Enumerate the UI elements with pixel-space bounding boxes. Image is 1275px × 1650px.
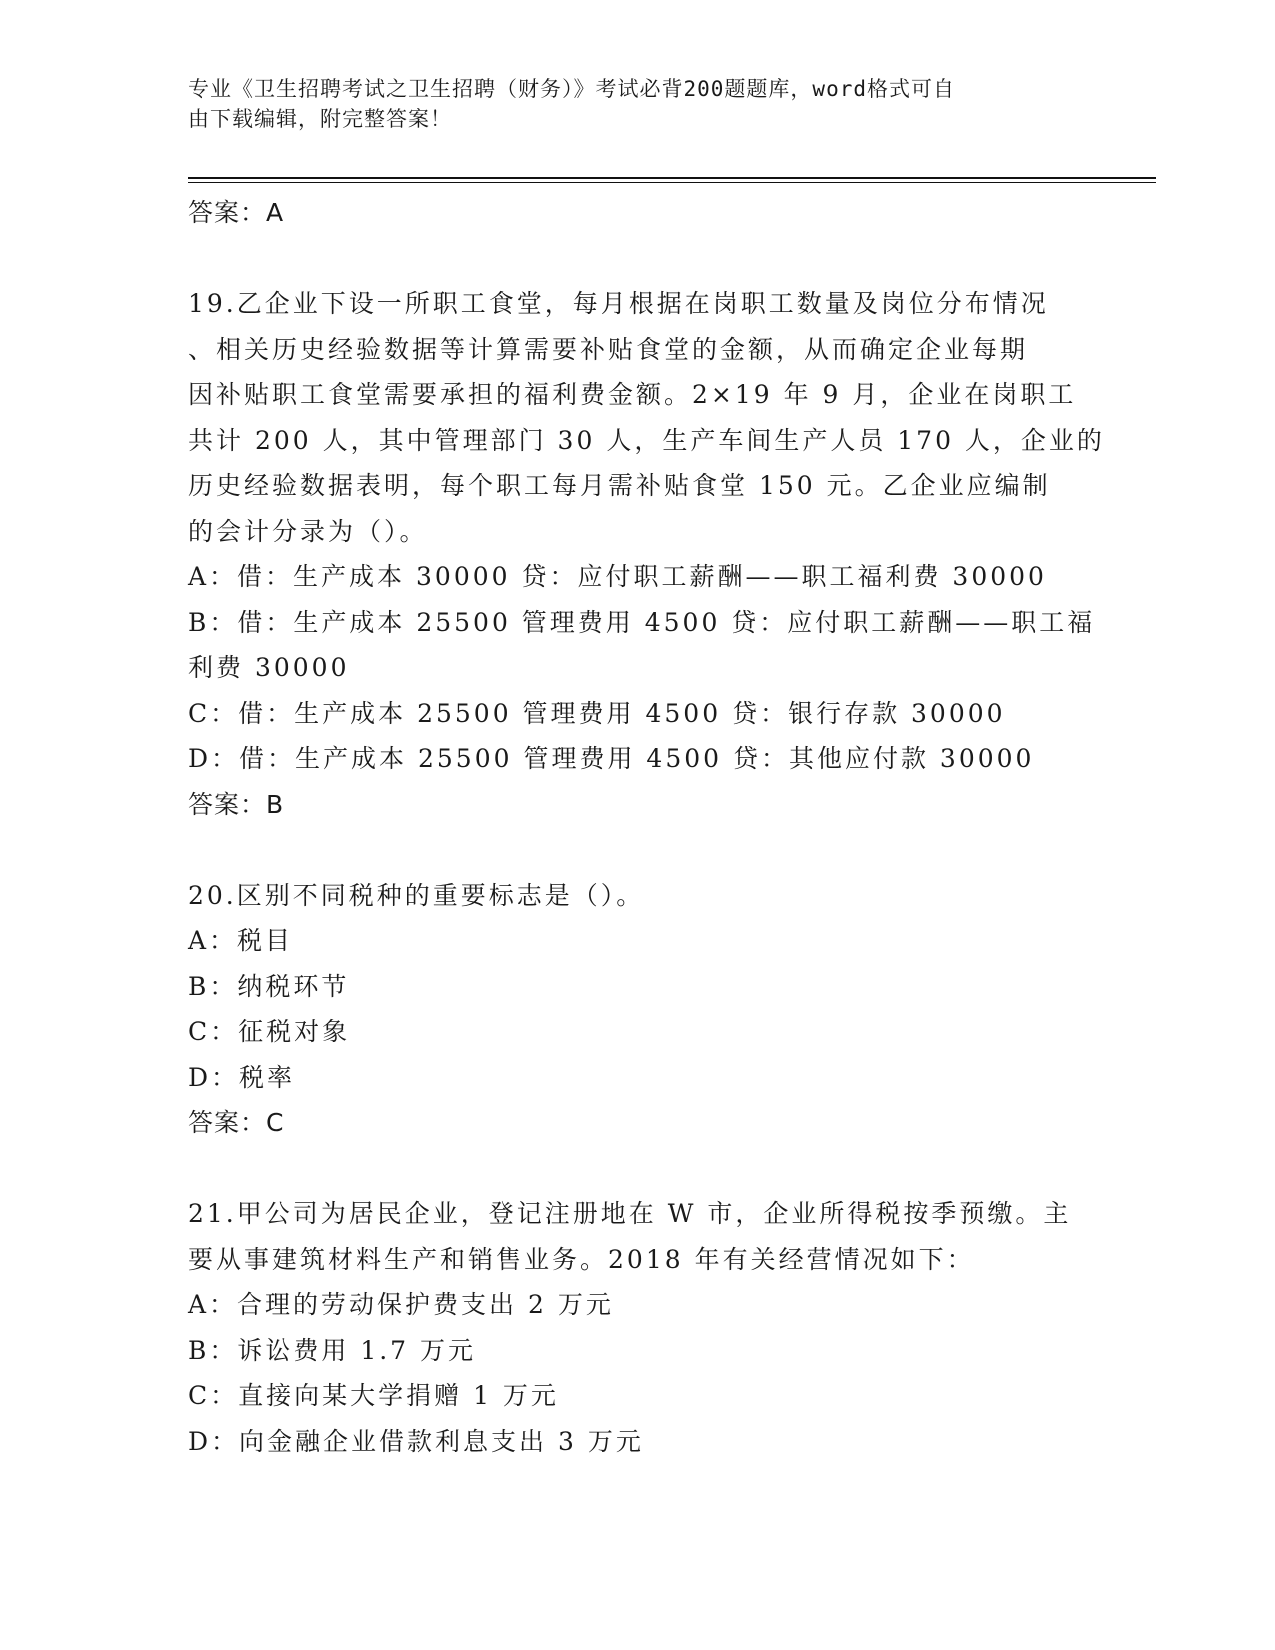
- header-rule-thin: [188, 182, 1156, 183]
- header-rule-thick: [188, 177, 1156, 179]
- spacer: [188, 1146, 1088, 1192]
- answer-label: 答案：B: [188, 789, 285, 819]
- question-stem-line: 21.甲公司为居民企业，登记注册地在 W 市，企业所得税按季预缴。主: [188, 1199, 1072, 1228]
- previous-answer: 答案：A: [188, 198, 285, 227]
- spacer: [188, 236, 1088, 282]
- question-20: [188, 873, 1088, 1146]
- question-stem-line: 、相关历史经验数据等计算需要补贴食堂的金额，从而确定企业每期: [188, 334, 1029, 364]
- question-stem-line: 因补贴职工食堂需要承担的福利费金额。2×19 年 9 月，企业在岗职工: [188, 380, 1077, 409]
- question-stem-line: 19.乙企业下设一所职工食堂，每月根据在岗职工数量及岗位分布情况: [188, 289, 1049, 318]
- option-c: C：征税对象: [188, 1017, 351, 1046]
- option-b: B：借：生产成本 25500 管理费用 4500 贷：应付职工薪酬——职工福: [188, 607, 1096, 637]
- question-19: [188, 281, 1105, 827]
- option-a: A：借：生产成本 30000 贷：应付职工薪酬——职工福利费 30000: [188, 562, 1047, 591]
- option-c: C：借：生产成本 25500 管理费用 4500 贷：银行存款 30000: [188, 698, 1006, 728]
- answer-label: 答案：C: [188, 1108, 285, 1137]
- option-b-continued: 利费 30000: [188, 653, 350, 682]
- option-d: D：借：生产成本 25500 管理费用 4500 贷：其他应付款 30000: [188, 744, 1035, 773]
- header-line-2: 由下载编辑，附完整答案！: [188, 107, 452, 131]
- document-body: [188, 190, 1105, 1464]
- option-d: D：向金融企业借款利息支出 3 万元: [188, 1426, 644, 1456]
- option-d: D：税率: [188, 1062, 296, 1092]
- option-a: A：税目: [188, 926, 294, 955]
- spacer: [188, 827, 1088, 873]
- question-stem-line: 共计 200 人，其中管理部门 30 人，生产车间生产人员 170 人，企业的: [188, 425, 1105, 455]
- question-stem-line: 历史经验数据表明，每个职工每月需补贴食堂 150 元。乙企业应编制: [188, 471, 1051, 500]
- question-stem-line: 要从事建筑材料生产和销售业务。2018 年有关经营情况如下：: [188, 1244, 975, 1274]
- option-b: B：诉讼费用 1.7 万元: [188, 1335, 477, 1365]
- question-stem-line: 的会计分录为（）。: [188, 516, 428, 546]
- question-stem-line: 20.区别不同税种的重要标志是（）。: [188, 880, 645, 910]
- option-a: A：合理的劳动保护费支出 2 万元: [188, 1290, 614, 1319]
- option-c: C：直接向某大学捐赠 1 万元: [188, 1381, 559, 1410]
- question-21: [188, 1191, 1088, 1464]
- header-line-1: 专业《卫生招聘考试之卫生招聘（财务）》考试必背200题题库，word格式可自: [188, 77, 955, 101]
- option-b: B：纳税环节: [188, 971, 350, 1001]
- page-header: [188, 74, 1088, 134]
